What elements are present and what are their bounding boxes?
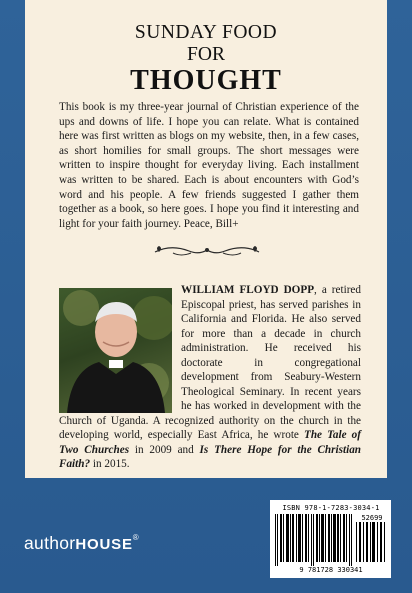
ornament-divider-icon	[151, 241, 263, 261]
book-blurb: This book is my three-year journal of Christian experience of the ups and downs of life. I hope you can relate. What is contained here was first written as blogs on my website, then, in a few cases, as short homilies for small groups. The short messages were written to inspire thought for everyday living. Each installment was written to be shared. Each is about encounters with God’s word and his people. A few friends suggested I gather them together as a book, so here goes. I hope you find it interesting and light for your faith journey. Peace, Bill+	[59, 101, 359, 230]
book-title-1: The Tale of Two Churches	[59, 429, 361, 456]
title-line-3: THOUGHT	[130, 65, 282, 96]
barcode-bars-icon	[275, 514, 353, 566]
publisher-name-part2: HOUSE	[75, 536, 133, 553]
barcode-number: 9 781728 330341	[299, 566, 363, 574]
book-title-2: Is There Hope for the Christian Faith?	[59, 443, 362, 470]
author-name: WILLIAM FLOYD DOPP	[181, 284, 315, 296]
registered-mark: ®	[132, 533, 139, 542]
bio-text-2: in 2009 and	[129, 443, 200, 456]
bio-text-1: , a retired Episcopal priest, has served parishes in California and Florida. He also served for more than a decade in church administration. He received his doctorate in congregational development from Seabury-Western Theological Seminary. In recent years he has worked in development with the Church of Uganda. A recognized authority on the church in the developing world, especially East Africa, he wrote	[59, 284, 361, 441]
bio-text-3: in 2015.	[90, 458, 130, 470]
author-bio	[59, 283, 361, 472]
isbn-barcode	[270, 500, 391, 578]
title-line-1: SUNDAY FOOD	[134, 22, 278, 43]
text-panel	[25, 0, 387, 478]
publisher-logo	[24, 533, 139, 554]
book-title	[25, 22, 387, 96]
price-code: 52699	[361, 514, 383, 522]
title-line-2: FOR	[187, 44, 225, 65]
price-barcode-icon	[356, 522, 386, 562]
isbn-text: ISBN 978-1-7283-3034-1	[282, 504, 380, 512]
publisher-name-part1: author	[24, 533, 76, 553]
